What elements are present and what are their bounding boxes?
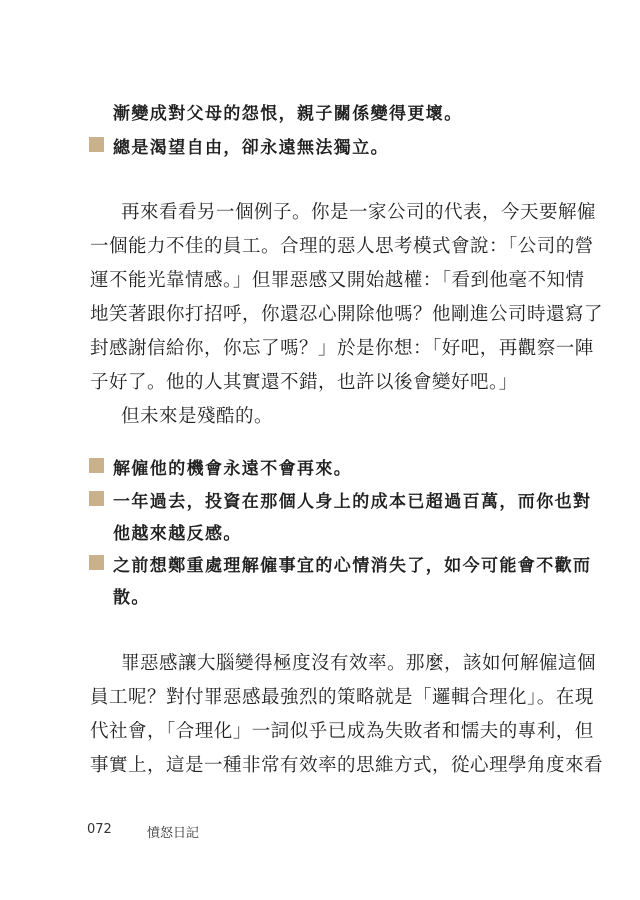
paragraph-line: 員工呢？對付罪惡感最強烈的策略就是「邏輯合理化」。在現 [90, 687, 594, 708]
paragraph-line: 事實上，這是一種非常有效率的思維方式，從心理學角度來看 [90, 755, 604, 776]
bullet-square-icon [89, 491, 104, 506]
paragraph-line: 地笑著跟你打招呼，你還忍心開除他嗎？他剛進公司時還寫了 [90, 304, 604, 325]
bullet-square-icon [89, 137, 104, 152]
bullet-continuation-line: 漸變成對父母的怨恨，親子關係變得更壞。 [113, 104, 463, 124]
paragraph-line: 封感謝信給你，你忘了嗎？」於是你想：「好吧，再觀察一陣 [90, 338, 594, 359]
page-number: 072 [87, 822, 112, 837]
paragraph-line: 運不能光靠情感。」但罪惡感又開始越權：「看到他毫不知情 [90, 270, 585, 291]
book-title: 憤怒日記 [147, 826, 200, 841]
bullet-text: 散。 [113, 588, 150, 608]
paragraph: 但未來是殘酷的。 [121, 406, 274, 427]
bullet-text: 之前想鄭重處理解僱事宜的心情消失了，如今可能會不歡而 [113, 556, 592, 576]
paragraph-line: 一個能力不佳的員工。合理的惡人思考模式會說：「公司的營 [90, 236, 594, 257]
paragraph-line: 代社會，「合理化」一詞似乎已成為失敗者和懦夫的專利，但 [90, 721, 594, 742]
bullet-text: 他越來越反感。 [113, 524, 242, 544]
bullet-text: 解僱他的機會永遠不會再來。 [113, 459, 353, 479]
paragraph-line: 子好了。他的人其實還不錯，也許以後會變好吧。」 [90, 372, 518, 393]
bullet-text: 總是渴望自由，卻永遠無法獨立。 [113, 138, 389, 158]
bullet-square-icon [89, 555, 104, 570]
paragraph-line: 再來看看另一個例子。你是一家公司的代表，今天要解僱 [121, 202, 597, 223]
bullet-square-icon [89, 458, 104, 473]
paragraph-line: 罪惡感讓大腦變得極度沒有效率。那麼，該如何解僱這個 [121, 653, 597, 674]
bullet-text: 一年過去，投資在那個人身上的成本已超過百萬，而你也對 [113, 492, 592, 512]
